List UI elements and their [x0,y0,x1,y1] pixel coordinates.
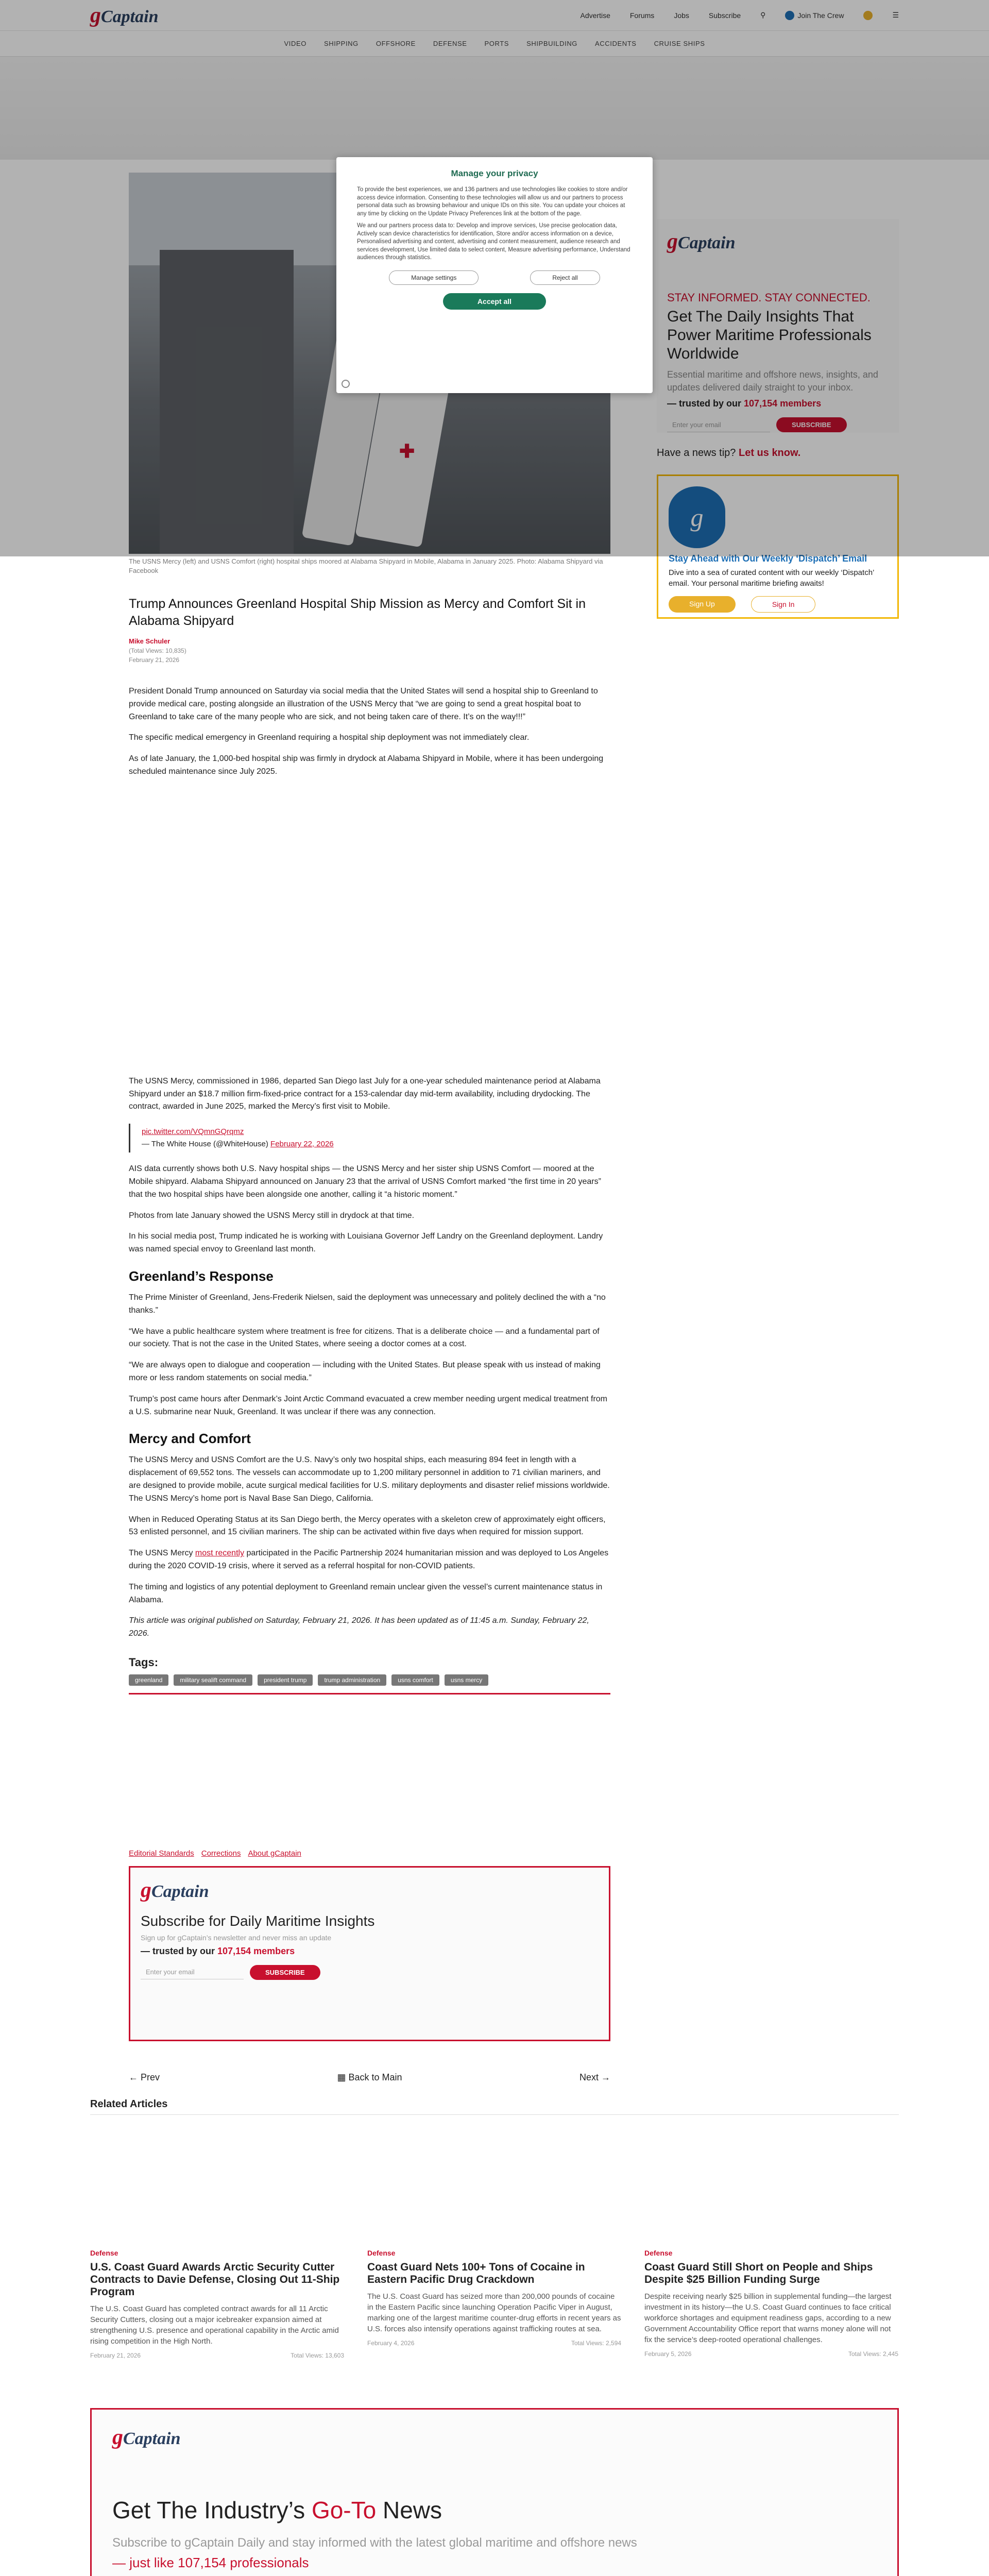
big-subtext: Subscribe to gCaptain Daily and stay informed with the latest global maritime and offshore news [112,2536,637,2550]
paragraph: “We have a public healthcare system where treatment is free for citizens. That is a deliberate choice — and a fundamental part of our society. That is not the case in the United States, where seeing a doctor comes at a cost. [129,1327,600,1349]
article-title: Trump Announces Greenland Hospital Ship Mission as Mercy and Comfort Sit in Alabama Shipyard [129,597,586,628]
sidebar-headline: Get The Daily Insights That Power Maritime Professionals Worldwide [667,308,872,362]
sign-up-button[interactable]: Sign Up [669,596,736,613]
sidebar-email-input[interactable]: Enter your email [667,418,770,432]
cat-offshore[interactable]: OFFSHORE [376,40,416,47]
paragraph: Photos from late January showed the USNS Mercy still in drydock at that time. [129,1211,415,1220]
red-cross-icon: ✚ [399,440,415,462]
update-note: This article was original published on Saturday, February 21, 2026. It has been updated as of 11:45 a.m. Sunday, February 22, 2026. [129,1616,589,1638]
card-category: Defense [644,2248,673,2257]
headline-c: News [382,2497,442,2524]
paragraph: President Donald Trump announced on Saturday via social media that the United States will send a hospital ship to Greenland to provide medical care, posting alongside an illustration of the USNS Mercy that “we are going to send a great hospital boat to Greenland to take care of the many people who are sick, and not being taken care of there. It’s on the way!!!” [129,687,598,721]
headline-b: Go-To [311,2497,377,2524]
join-crew-label: Join The Crew [797,11,844,20]
text: The USNS Mercy [129,1549,193,1558]
modal-text-2: We and our partners process data to: Develop and improve services, Use precise geolocation data, Actively scan device characteristics for identification, Store and/or access information on a device, Personalised advertising and content, advertising and content measurement, audience research and services development, Use limited data to select content, Measure advertising performance, Understand audiences through statistics. [357,223,630,261]
big-trust: — just like 107,154 professionals [112,2555,309,2570]
newsletter-subline: Sign up for gCaptain’s newsletter and never miss an update [141,1933,332,1942]
nav-subscribe[interactable]: Subscribe [708,11,741,20]
trust-line [141,1946,599,1957]
card-date: February 21, 2026 [90,2352,141,2360]
next-label: Next [579,2072,599,2082]
nav-forums[interactable]: Forums [629,11,655,20]
cat-cruise-ships[interactable]: CRUISE SHIPS [654,40,705,47]
related-articles [0,2098,989,2359]
gcaptain-logo[interactable]: gCaptain [90,3,159,27]
cat-defense[interactable]: DEFENSE [433,40,467,47]
email-input[interactable]: Enter your email [141,1965,244,1979]
cat-shipbuilding[interactable]: SHIPBUILDING [526,40,578,47]
gcaptain-daily-logo: gCaptain [112,2426,181,2450]
back-to-main-link[interactable]: ▦ Back to Main [337,2072,402,2082]
related-heading: Related Articles [90,2098,899,2115]
gcaptain-daily-logo: gCaptain [141,1878,209,1902]
reject-all-button[interactable]: Reject all [530,270,600,285]
card-category: Defense [90,2248,118,2257]
card-date: February 4, 2026 [367,2340,415,2347]
tweet-link[interactable]: pic.twitter.com/VQmnGQrqmz [142,1127,244,1137]
main-label: Back to Main [348,2072,402,2082]
subscribe-button[interactable]: SUBSCRIBE [250,1965,320,1980]
total-views: (Total Views: 10,835) [129,647,186,655]
embed-placeholder [129,787,610,1075]
paragraph: The USNS Mercy, commissioned in 1986, departed San Diego last July for a one-year scheduled maintenance period at Alabama Shipyard under an $18.7 million firm-fixed-price contract for a 153-calendar day mid-term availability, including drydocking. The contract, awarded in June 2025, marked the Mercy’s first visit to Mobile. [129,1076,601,1111]
sidebar-subscribe-button[interactable]: SUBSCRIBE [776,417,847,432]
trust-text: — trusted by our [141,1945,215,1956]
section-heading: Mercy and Comfort [129,1431,251,1447]
card-views: Total Views: 2,445 [848,2350,898,2358]
cat-video[interactable]: VIDEO [284,40,306,47]
trust-text: — trusted by our [667,398,742,409]
tag[interactable]: trump administration [318,1674,386,1686]
most-recently-link[interactable]: most recently [195,1549,245,1558]
publish-date: February 21, 2026 [129,656,180,664]
related-card[interactable] [644,2249,898,2359]
dispatch-title: Stay Ahead with Our Weekly ‘Dispatch’ Email [669,553,867,564]
card-desc: The U.S. Coast Guard has seized more than 200,000 pounds of cocaine in the Eastern Pacific since launching Operation Pacific Viper in August, marking one of the largest maritime counter-drug efforts in recent years as U.S. forces also intensify operations against trafficking routes at sea. [367,2292,621,2334]
corrections-link[interactable]: Corrections [201,1849,241,1858]
tag-list [129,1674,610,1686]
author-link[interactable]: Mike Schuler [129,637,170,646]
card-views: Total Views: 2,594 [571,2340,621,2347]
accept-all-button[interactable]: Accept all [443,293,546,310]
card-title[interactable]: U.S. Coast Guard Awards Arctic Security Cutter Contracts to Davie Defense, Closing Out 11-Ship Program [90,2261,340,2298]
editorial-standards-link[interactable]: Editorial Standards [129,1849,194,1858]
related-card[interactable] [367,2249,621,2359]
card-views: Total Views: 13,603 [291,2352,344,2360]
tip-text: Have a news tip? [657,447,736,459]
editorial-links [129,1849,610,1858]
embedded-tweet [129,1124,610,1153]
nav-advertise[interactable]: Advertise [580,11,610,20]
tip-link[interactable]: Let us know. [738,447,801,459]
card-desc: The U.S. Coast Guard has completed contract awards for all 11 Arctic Security Cutters, closing out a major icebreaker expansion aimed at strengthening U.S. presence and operational capability in the Arctic amid rising competition in the High North. [90,2304,339,2346]
text: participated in the Pacific Partnership 2024 humanitarian mission and was deployed to Los Angeles during the 2020 COVID-19 crisis, where it served as a referral hospital for non-COVID patients. [129,1549,609,1570]
paragraph [129,1547,610,1573]
modal-title: Manage your privacy [451,168,538,178]
prev-link[interactable]: ← Prev [129,2072,160,2082]
menu-icon[interactable]: ☰ [892,11,899,19]
prev-label: Prev [141,2072,160,2082]
tag[interactable]: usns comfort [391,1674,439,1686]
tags-heading: Tags: [129,1655,159,1669]
sign-in-button[interactable]: Sign In [751,596,816,613]
card-title[interactable]: Coast Guard Nets 100+ Tons of Cocaine in Eastern Pacific Drug Crackdown [367,2261,585,2286]
paragraph: The timing and logistics of any potential deployment to Greenland remain unclear given the vessel’s current maintenance status in Alabama. [129,1582,603,1604]
next-link[interactable]: Next → [579,2072,610,2082]
paragraph: The USNS Mercy and USNS Comfort are the U.S. Navy’s only two hospital ships, each measuring 894 feet in length with a displacement of 69,552 tons. The vessels can accommodate up to 1,200 military personnel in addition to 71 civilian mariners, and are designed to provide mobile, acute surgical medical facilities for U.S. military deployments and disaster relief missions worldwide. The USNS Mercy’s home port is Naval Base San Diego, California. [129,1455,610,1503]
tag[interactable]: military sealift command [174,1674,252,1686]
cat-ports[interactable]: PORTS [484,40,509,47]
paragraph: In his social media post, Trump indicated he is working with Louisiana Governor Jeff Landry on the Greenland deployment. Landry was named special envoy to Greenland last month. [129,1232,603,1254]
search-icon[interactable]: ⚲ [760,11,766,19]
cat-accidents[interactable]: ACCIDENTS [595,40,637,47]
privacy-modal [336,157,653,393]
paragraph: When in Reduced Operating Status at its San Diego berth, the Mercy operates with a skeleton crew of approximately eight officers, 53 enlisted personnel, and 15 civilian mariners. The ship can be activated within five days when required for mission support. [129,1515,606,1537]
card-title[interactable]: Coast Guard Still Short on People and Ships Despite $25 Billion Funding Surge [644,2261,873,2286]
card-desc: Despite receiving nearly $25 billion in supplemental funding—the largest investment in its history—the U.S. Coast Guard continues to face critical workforce shortages and equipment readiness gaps, according to a new Government Accountability Office report that warns money alone will not fix the service’s deep-rooted operational challenges. [644,2292,892,2345]
big-newsletter-box [90,2408,899,2576]
newsletter-box [129,1866,610,2041]
related-card[interactable] [90,2249,344,2359]
tag[interactable]: usns mercy [445,1674,488,1686]
sidebar-logo: gCaptain [667,230,736,253]
newsletter-title: Subscribe for Daily Maritime Insights [141,1912,375,1929]
dispatch-text: Dive into a sea of curated content with our weekly ‘Dispatch’ email. Your personal maritime briefing awaits! [669,568,874,588]
member-count: 107,154 members [217,1945,295,1956]
paragraph: The Prime Minister of Greenland, Jens-Frederik Nielsen, said the deployment was unnecessary and politely declined the with a “no thanks.” [129,1293,606,1315]
paragraph: The specific medical emergency in Greenland requiring a hospital ship deployment was not immediately clear. [129,733,530,742]
stay-informed: STAY INFORMED. STAY CONNECTED. [667,291,871,304]
tag[interactable]: president trump [258,1674,313,1686]
about-link[interactable]: About gCaptain [248,1849,301,1858]
article-body [129,685,610,1640]
card-date: February 5, 2026 [644,2350,692,2358]
paragraph: Trump’s post came hours after Denmark’s Joint Arctic Command evacuated a crew member needing urgent medical treatment from a U.S. submarine near Nuuk, Greenland. It was unclear if there was any connection. [129,1394,607,1416]
paragraph: As of late January, the 1,000-bed hospital ship was firmly in drydock at Alabama Shipyard in Mobile, where it has been undergoing scheduled maintenance since July 2025. [129,754,604,776]
sidebar-subtext: Essential maritime and offshore news, insights, and updates delivered daily straight to your inbox. [667,369,878,393]
nav-jobs[interactable]: Jobs [674,11,689,20]
section-heading: Greenland’s Response [129,1268,274,1284]
divider [129,1693,610,1694]
paragraph: AIS data currently shows both U.S. Navy hospital ships — the USNS Mercy and her sister ship USNS Comfort — moored at the Mobile shipyard. Alabama Shipyard announced on January 23 that the arrival of USNS Comfort marked “the first time in 20 years” that the two hospital ships have been alongside one another, calling it “a historic moment.” [129,1164,601,1199]
big-headline [112,2496,877,2524]
card-category: Defense [367,2248,396,2257]
manage-settings-button[interactable]: Manage settings [389,270,479,285]
pagination [129,2072,610,2083]
privacy-settings-icon[interactable] [342,380,350,388]
dispatch-badge-icon: g [669,486,725,548]
tweet-source: — The White House (@WhiteHouse) [142,1140,268,1149]
headline-a: Get The Industry’s [112,2497,305,2524]
modal-text-1: To provide the best experiences, we and 136 partners and use technologies like cookies to store and/or access device information. Consenting to these technologies will allow us and our partners to process personal data such as browsing behaviour and unique IDs on this site. You can update your choices at any time by clicking on the Update Privacy Preferences link at the bottom of the page. [357,187,628,217]
member-count: 107,154 members [744,398,822,409]
tweet-date-link[interactable]: February 22, 2026 [270,1140,334,1149]
tag[interactable]: greenland [129,1674,168,1686]
cat-shipping[interactable]: SHIPPING [323,40,359,47]
image-caption: The USNS Mercy (left) and USNS Comfort (right) hospital ships moored at Alabama Shipyard in Mobile, Alabama in January 2025. Photo: Alabama Shipyard via Facebook [129,557,603,574]
paragraph: “We are always open to dialogue and cooperation — including with the United States. But please speak with us instead of making more or less random statements on social media.” [129,1361,601,1383]
